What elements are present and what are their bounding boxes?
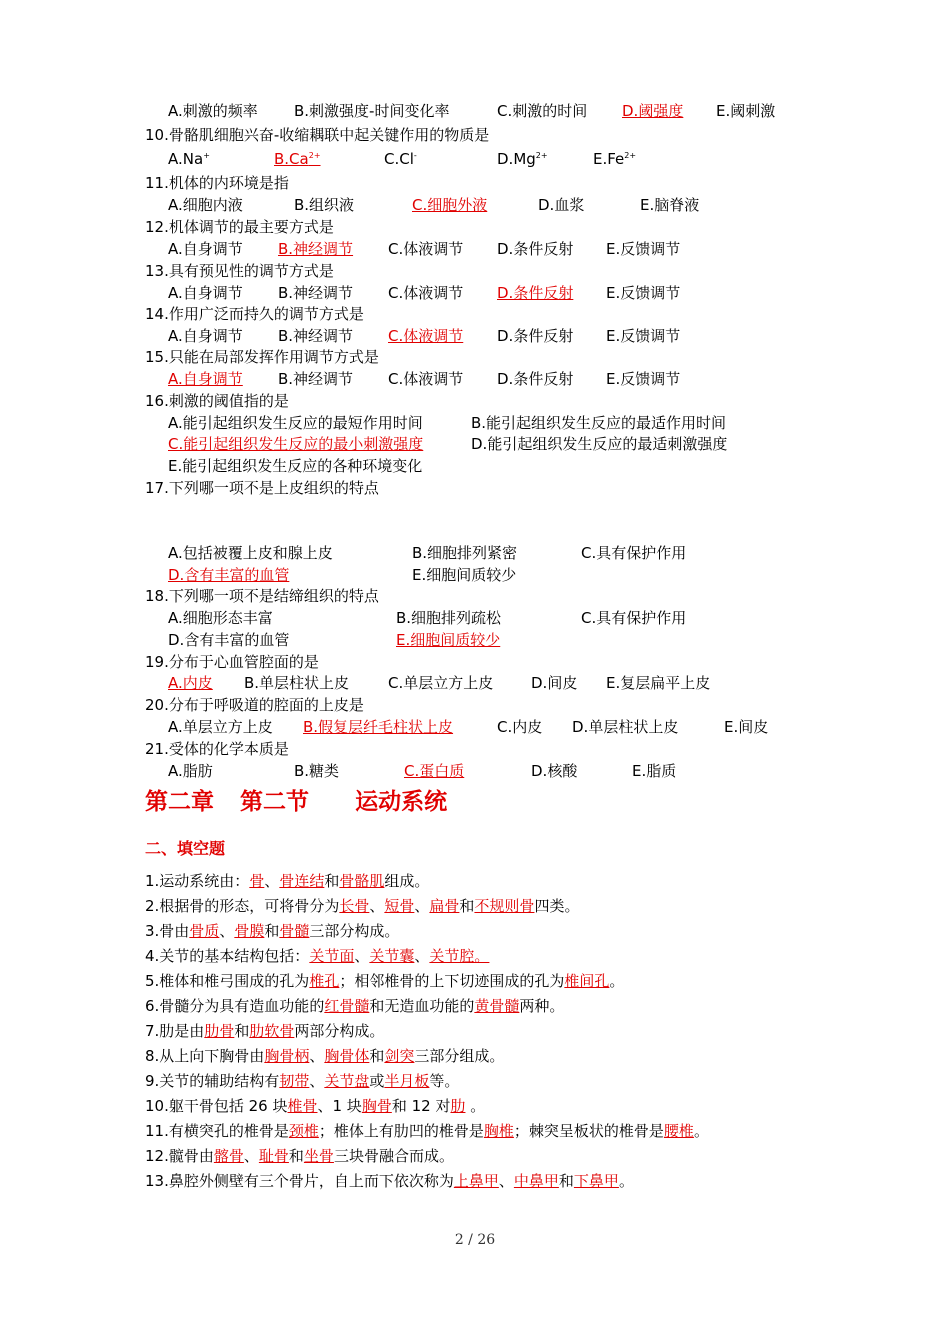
fill-answer: 韧带 bbox=[279, 1072, 310, 1090]
fill-text: 三部分构成。 bbox=[309, 922, 400, 940]
fill-text: 和 bbox=[369, 1047, 385, 1065]
fill-question-13 bbox=[145, 1170, 634, 1192]
fill-text: 。 bbox=[693, 1122, 709, 1140]
q18-option-e-answer: E.细胞间质较少 bbox=[396, 631, 501, 649]
fill-question-1 bbox=[145, 870, 429, 892]
fill-answer: 短骨 bbox=[384, 897, 415, 915]
q16-option-e: E.能引起组织发生反应的各种环境变化 bbox=[168, 457, 423, 475]
q9-option-d-answer: D.阈强度 bbox=[622, 102, 684, 120]
fill-answer: 椎骨 bbox=[287, 1097, 318, 1115]
q21-option-c-answer: C.蛋白质 bbox=[404, 762, 465, 780]
q17-option-d-answer: D.含有丰富的血管 bbox=[168, 566, 290, 584]
fill-answer: 下鼻甲 bbox=[573, 1172, 619, 1190]
fill-question-5 bbox=[145, 970, 624, 992]
fill-text: 、 bbox=[369, 897, 385, 915]
fill-text: 4.关节的基本结构包括： bbox=[145, 947, 310, 965]
q19-stem: 19.分布于心血管腔面的是 bbox=[145, 653, 319, 671]
q10-stem: 10.骨骼肌细胞兴奋-收缩耦联中起关键作用的物质是 bbox=[145, 126, 490, 144]
fill-text: 和无造血功能的 bbox=[369, 997, 475, 1015]
q13-option-b: B.神经调节 bbox=[278, 284, 354, 302]
fill-text: 三块骨融合而成。 bbox=[333, 1147, 454, 1165]
chapter-heading bbox=[145, 786, 447, 818]
fill-answer: 坐骨 bbox=[303, 1147, 334, 1165]
fill-text: 。 bbox=[618, 1172, 634, 1190]
fill-question-9 bbox=[145, 1070, 459, 1092]
fill-text: 两种。 bbox=[519, 997, 565, 1015]
fill-answer: 腰椎 bbox=[663, 1122, 694, 1140]
q13-option-c: C.体液调节 bbox=[388, 284, 464, 302]
q12-option-a: A.自身调节 bbox=[168, 240, 243, 258]
q17-option-a: A.包括被覆上皮和腺上皮 bbox=[168, 544, 333, 562]
fill-answer: 半月板 bbox=[384, 1072, 430, 1090]
chapter-part: 第二章 bbox=[145, 789, 214, 815]
q14-option-d: D.条件反射 bbox=[497, 327, 574, 345]
q10-option-a: A.Na+ bbox=[168, 150, 210, 168]
q14-option-a: A.自身调节 bbox=[168, 327, 243, 345]
fill-answer: 关节腔。 bbox=[429, 947, 490, 965]
fill-answer: 不规则骨 bbox=[474, 897, 535, 915]
page-number: 2 / 26 bbox=[454, 1232, 496, 1248]
q18-option-d: D.含有丰富的血管 bbox=[168, 631, 290, 649]
q13-stem: 13.具有预见性的调节方式是 bbox=[145, 262, 334, 280]
q21-option-d: D.核酸 bbox=[531, 762, 578, 780]
q10-option-e: $E.Fe^{2+}$ bbox=[593, 150, 637, 168]
q16-option-c-answer: C.能引起组织发生反应的最小刺激强度 bbox=[168, 435, 424, 453]
fill-question-12 bbox=[145, 1145, 454, 1167]
fill-text: 组成。 bbox=[384, 872, 430, 890]
fill-answer: 髂骨 bbox=[213, 1147, 244, 1165]
fill-answer: 关节盘 bbox=[324, 1072, 370, 1090]
q21-option-b: B.糖类 bbox=[294, 762, 340, 780]
q14-stem: 14.作用广泛而持久的调节方式是 bbox=[145, 305, 364, 323]
q9-option-b: B.刺激强度-时间变化率 bbox=[294, 102, 450, 120]
q21-option-a: A.脂肪 bbox=[168, 762, 213, 780]
q10-option-d: $D.Mg^{2+}$ bbox=[497, 150, 548, 168]
fill-text: 11.有横突孔的椎骨是 bbox=[145, 1122, 289, 1140]
fill-answer: 颈椎 bbox=[288, 1122, 319, 1140]
q13-option-d-answer: D.条件反射 bbox=[497, 284, 574, 302]
fill-answer: 关节面 bbox=[309, 947, 355, 965]
q20-option-d: D.单层柱状上皮 bbox=[572, 718, 679, 736]
q13-option-e: E.反馈调节 bbox=[606, 284, 681, 302]
q13-option-a: A.自身调节 bbox=[168, 284, 243, 302]
fill-answer: 肋软骨 bbox=[249, 1022, 295, 1040]
fill-question-10 bbox=[145, 1095, 485, 1117]
fill-text: 三部分组成。 bbox=[414, 1047, 505, 1065]
fill-answer: 肋 bbox=[450, 1097, 466, 1115]
fill-answer: 骨质 bbox=[189, 922, 220, 940]
fill-question-4 bbox=[145, 945, 489, 967]
fill-answer: 胸椎 bbox=[483, 1122, 514, 1140]
q20-option-e: E.间皮 bbox=[724, 718, 769, 736]
fill-answer: 黄骨髓 bbox=[474, 997, 520, 1015]
q16-stem: 16.刺激的阈值指的是 bbox=[145, 392, 289, 410]
q18-stem: 18.下列哪一项不是结缔组织的特点 bbox=[145, 587, 379, 605]
q20-option-c: C.内皮 bbox=[497, 718, 543, 736]
fill-question-8 bbox=[145, 1045, 504, 1067]
fill-text: ；椎体上有肋凹的椎骨是 bbox=[318, 1122, 484, 1140]
fill-text: 、 bbox=[264, 872, 280, 890]
fill-question-7 bbox=[145, 1020, 384, 1042]
q9-option-c: C.刺激的时间 bbox=[497, 102, 588, 120]
fill-question-11 bbox=[145, 1120, 709, 1142]
fill-answer: 长骨 bbox=[339, 897, 370, 915]
q15-option-b: B.神经调节 bbox=[278, 370, 354, 388]
fill-text: 。 bbox=[609, 972, 625, 990]
q10-option-c: C.Cl- bbox=[384, 150, 417, 168]
q19-option-a-answer: A.内皮 bbox=[168, 674, 213, 692]
fill-text: 12.髋骨由 bbox=[145, 1147, 214, 1165]
fill-text: 。 bbox=[465, 1097, 486, 1115]
fill-text: ；棘突呈板状的椎骨是 bbox=[513, 1122, 664, 1140]
fill-text: 和 12 对 bbox=[391, 1097, 451, 1115]
q17-option-e: E.细胞间质较少 bbox=[412, 566, 517, 584]
fill-question-3 bbox=[145, 920, 399, 942]
fill-text: 、1 块 bbox=[317, 1097, 362, 1115]
fill-answer: 椎孔 bbox=[309, 972, 340, 990]
q11-option-d: D.血浆 bbox=[538, 196, 585, 214]
fill-text: 和 bbox=[459, 897, 475, 915]
fill-answer: 胸骨 bbox=[361, 1097, 392, 1115]
q15-option-e: E.反馈调节 bbox=[606, 370, 681, 388]
fill-text: 2.根据骨的形态，可将骨分为 bbox=[145, 897, 340, 915]
q19-option-b: B.单层柱状上皮 bbox=[244, 674, 350, 692]
fill-text: 13.鼻腔外侧壁有三个骨片，自上而下依次称为 bbox=[145, 1172, 454, 1190]
fill-text: 、 bbox=[309, 1072, 325, 1090]
q9-option-e: E.阈刺激 bbox=[716, 102, 776, 120]
fill-text: 、 bbox=[219, 922, 235, 940]
fill-question-6 bbox=[145, 995, 564, 1017]
q11-option-e: E.脑脊液 bbox=[640, 196, 700, 214]
q17-option-c: C.具有保护作用 bbox=[581, 544, 687, 562]
fill-answer: 骨连结 bbox=[279, 872, 325, 890]
q11-option-c-answer: C.细胞外液 bbox=[412, 196, 488, 214]
q19-option-d: D.间皮 bbox=[531, 674, 578, 692]
q14-option-b: B.神经调节 bbox=[278, 327, 354, 345]
q12-stem: 12.机体调节的最主要方式是 bbox=[145, 218, 334, 236]
section-heading: 二、填空题 bbox=[145, 839, 226, 858]
fill-text: 1.运动系统由： bbox=[145, 872, 250, 890]
q21-option-e: E.脂质 bbox=[632, 762, 677, 780]
fill-text: 和 bbox=[234, 1022, 250, 1040]
q12-option-c: C.体液调节 bbox=[388, 240, 464, 258]
q9-option-a: A.刺激的频率 bbox=[168, 102, 258, 120]
q11-option-a: A.细胞内液 bbox=[168, 196, 243, 214]
fill-text: 和 bbox=[264, 922, 280, 940]
fill-answer: 椎间孔 bbox=[564, 972, 610, 990]
fill-answer: 胸骨柄 bbox=[264, 1047, 310, 1065]
fill-text: 、 bbox=[498, 1172, 514, 1190]
q15-stem: 15.只能在局部发挥作用调节方式是 bbox=[145, 348, 379, 366]
q12-option-d: D.条件反射 bbox=[497, 240, 574, 258]
q18-option-a: A.细胞形态丰富 bbox=[168, 609, 273, 627]
q12-option-e: E.反馈调节 bbox=[606, 240, 681, 258]
fill-answer: 中鼻甲 bbox=[513, 1172, 559, 1190]
q12-option-b-answer: B.神经调节 bbox=[278, 240, 354, 258]
fill-answer: 扁骨 bbox=[429, 897, 460, 915]
fill-text: 、 bbox=[414, 947, 430, 965]
q19-option-c: C.单层立方上皮 bbox=[388, 674, 494, 692]
q15-option-c: C.体液调节 bbox=[388, 370, 464, 388]
fill-text: 、 bbox=[414, 897, 430, 915]
q11-stem: 11.机体的内环境是指 bbox=[145, 174, 289, 192]
fill-text: 9.关节的辅助结构有 bbox=[145, 1072, 280, 1090]
q18-option-c: C.具有保护作用 bbox=[581, 609, 687, 627]
q15-option-d: D.条件反射 bbox=[497, 370, 574, 388]
fill-text: 和 bbox=[558, 1172, 574, 1190]
chapter-section: 第二节 bbox=[240, 789, 310, 815]
chapter-topic: 运动系统 bbox=[355, 789, 448, 815]
q16-option-d: D.能引起组织发生反应的最适刺激强度 bbox=[471, 435, 728, 453]
fill-answer: 胸骨体 bbox=[324, 1047, 370, 1065]
q20-stem: 20.分布于呼吸道的腔面的上皮是 bbox=[145, 696, 364, 714]
q19-option-e: E.复层扁平上皮 bbox=[606, 674, 711, 692]
fill-text: 3.骨由 bbox=[145, 922, 190, 940]
fill-text: 和 bbox=[288, 1147, 304, 1165]
fill-answer: 骨膜 bbox=[234, 922, 265, 940]
fill-text: 等。 bbox=[429, 1072, 460, 1090]
q20-option-a: A.单层立方上皮 bbox=[168, 718, 273, 736]
fill-answer: 骨 bbox=[249, 872, 265, 890]
q11-option-b: B.组织液 bbox=[294, 196, 355, 214]
fill-text: 10.躯干骨包括 26 块 bbox=[145, 1097, 288, 1115]
q16-option-a: A.能引起组织发生反应的最短作用时间 bbox=[168, 414, 423, 432]
fill-text: 7.肋是由 bbox=[145, 1022, 205, 1040]
fill-text: 四类。 bbox=[534, 897, 580, 915]
fill-text: 、 bbox=[309, 1047, 325, 1065]
q14-option-e: E.反馈调节 bbox=[606, 327, 681, 345]
fill-question-2 bbox=[145, 895, 579, 917]
q17-option-b: B.细胞排列紧密 bbox=[412, 544, 518, 562]
q17-stem: 17.下列哪一项不是上皮组织的特点 bbox=[145, 479, 379, 497]
fill-answer: 上鼻甲 bbox=[453, 1172, 499, 1190]
fill-text: 8.从上向下胸骨由 bbox=[145, 1047, 265, 1065]
fill-answer: 肋骨 bbox=[204, 1022, 235, 1040]
fill-answer: 关节囊 bbox=[369, 947, 415, 965]
q16-option-b: B.能引起组织发生反应的最适作用时间 bbox=[471, 414, 727, 432]
fill-answer: 骨骼肌 bbox=[339, 872, 385, 890]
q10-option-b-answer: $B.Ca^{2+}$ bbox=[274, 150, 321, 168]
q20-option-b-answer: B.假复层纤毛柱状上皮 bbox=[303, 718, 454, 736]
fill-text: 5.椎体和椎弓围成的孔为 bbox=[145, 972, 310, 990]
fill-text: ；相邻椎骨的上下切迹围成的孔为 bbox=[339, 972, 565, 990]
fill-text: 、 bbox=[354, 947, 370, 965]
fill-text: 和 bbox=[324, 872, 340, 890]
fill-text: 两部分构成。 bbox=[294, 1022, 385, 1040]
q18-option-b: B.细胞排列疏松 bbox=[396, 609, 502, 627]
fill-text: 6.骨髓分为具有造血功能的 bbox=[145, 997, 325, 1015]
q15-option-a-answer: A.自身调节 bbox=[168, 370, 243, 388]
fill-answer: 剑突 bbox=[384, 1047, 415, 1065]
q21-stem: 21.受体的化学本质是 bbox=[145, 740, 289, 758]
fill-text: 、 bbox=[243, 1147, 259, 1165]
fill-answer: 耻骨 bbox=[258, 1147, 289, 1165]
fill-text: 或 bbox=[369, 1072, 385, 1090]
q14-option-c-answer: C.体液调节 bbox=[388, 327, 464, 345]
fill-answer: 骨髓 bbox=[279, 922, 310, 940]
fill-answer: 红骨髓 bbox=[324, 997, 370, 1015]
